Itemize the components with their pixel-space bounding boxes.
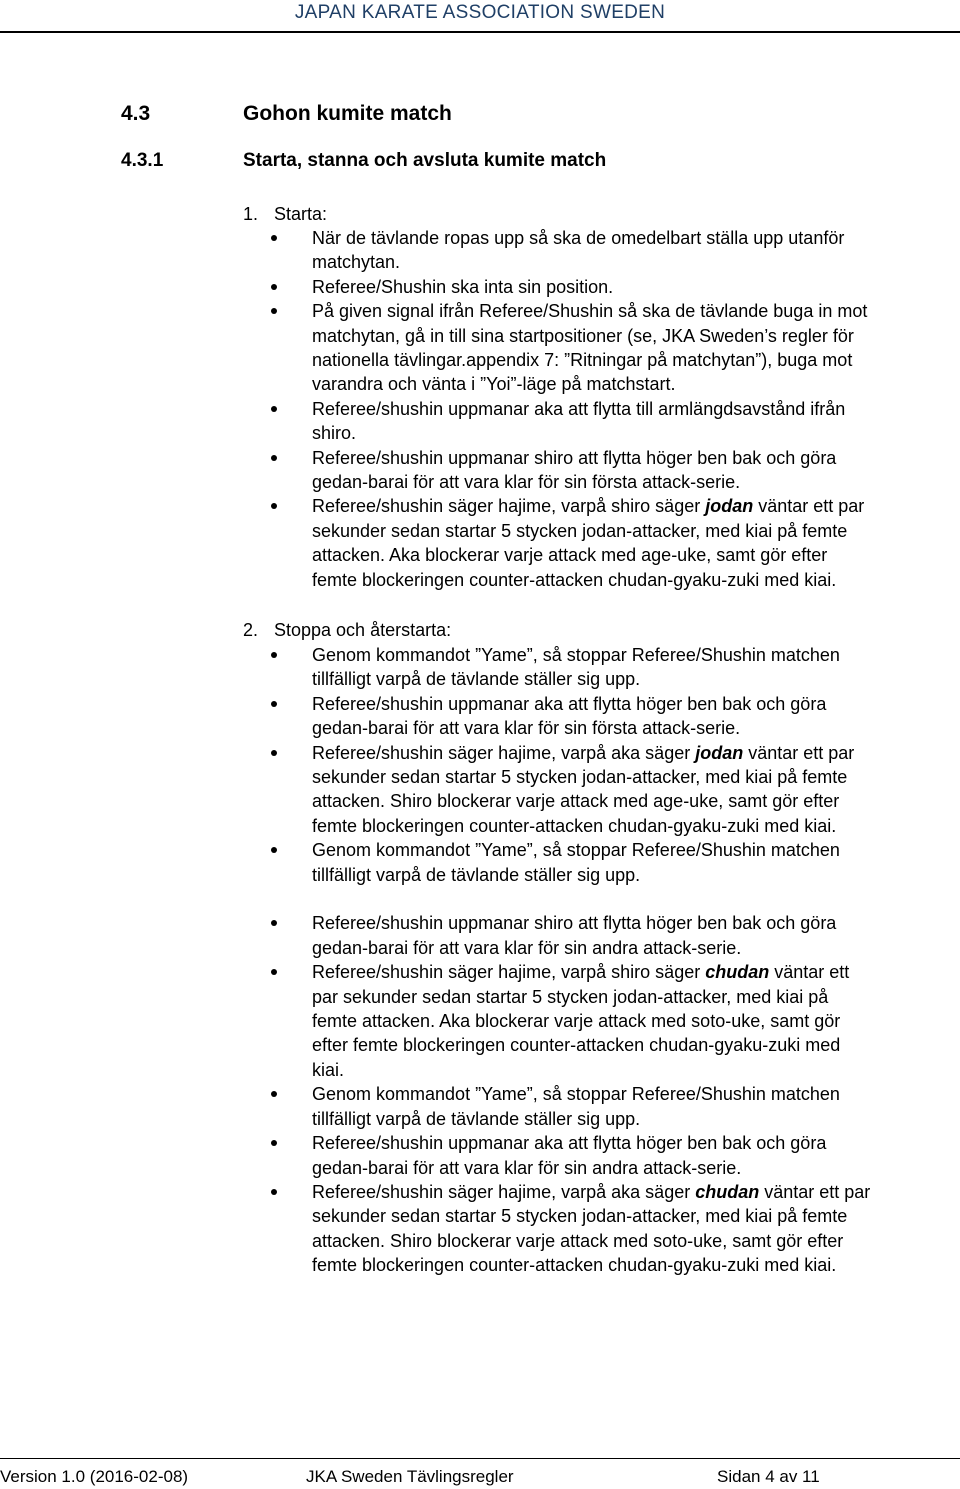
list-item: [0, 643, 960, 692]
section-title-stoppa: [243, 618, 451, 642]
heading-number: 4.3.1: [121, 150, 164, 171]
text-line: Genom kommandot ”Yame”, så stoppar Referee/Shushin matchen: [312, 645, 840, 665]
bullet-icon: [271, 1140, 277, 1146]
list-item: [0, 275, 960, 299]
list-item: [0, 299, 960, 397]
list-item: [0, 838, 960, 887]
text-line: femte blockeringen counter-attacken chudan-gyaku-zuki med kiai.: [312, 815, 837, 836]
list-item: [0, 446, 960, 495]
list-item-text: [312, 911, 958, 960]
list-item-text: [312, 960, 958, 1082]
list-item: [0, 1131, 960, 1180]
bullet-icon: [271, 847, 277, 853]
text-line: varandra och vänta i ”Yoi”-läge på matchstart.: [312, 374, 676, 395]
footer-page-number: Sidan 4 av 11: [717, 1467, 820, 1486]
list-item: [0, 741, 960, 839]
list-item-text: [312, 643, 958, 692]
text-line: Referee/shushin säger hajime, varpå shiro säger jodan väntar ett par: [312, 496, 865, 517]
bullet-icon: [271, 455, 277, 461]
text-line: Referee/Shushin ska inta sin position.: [312, 276, 614, 297]
list-item: [0, 1082, 960, 1131]
bullet-icon: [271, 652, 277, 658]
list-item: [0, 494, 960, 592]
bullet-icon: [271, 1091, 277, 1097]
heading-4-3: [121, 102, 452, 126]
bullet-list-stoppa: [0, 643, 960, 1278]
heading-4-3-1: [121, 150, 606, 172]
section-number: 1.: [243, 204, 259, 224]
text-line: par sekunder sedan startar 5 stycken jodan-attacker, med kiai på: [312, 986, 829, 1007]
text-line: sekunder sedan startar 5 stycken jodan-attacker, med kiai på femte: [312, 520, 848, 541]
header-rule: [0, 31, 960, 33]
list-item-text: [312, 838, 958, 887]
emphasis: chudan: [695, 1181, 760, 1202]
text-line: femte blockeringen counter-attacken chudan-gyaku-zuki med kiai.: [312, 1255, 837, 1276]
bullet-icon: [271, 235, 277, 241]
list-item-text: [312, 1180, 958, 1278]
list-item: [0, 226, 960, 275]
text-line: gedan-barai för att vara klar för sin andra attack-serie.: [312, 937, 742, 958]
list-item: [0, 397, 960, 446]
header-org: JAPAN KARATE ASSOCIATION SWEDEN: [294, 2, 666, 23]
footer-version: Version 1.0 (2016-02-08): [0, 1467, 189, 1486]
text-line: gedan-barai för att vara klar för sin första attack-serie.: [312, 472, 741, 493]
text-line: Referee/shushin uppmanar aka att flytta höger ben bak och göra: [312, 1133, 827, 1154]
text-line: Referee/shushin säger hajime, varpå shiro säger chudan väntar ett: [312, 962, 850, 983]
text-line: tillfälligt varpå de tävlande ställer sig upp.: [312, 1108, 641, 1129]
list-item: [0, 692, 960, 741]
text-line: gedan-barai för att vara klar för sin första attack-serie.: [312, 718, 741, 739]
heading-number: 4.3: [121, 102, 151, 125]
bullet-icon: [271, 1189, 277, 1195]
section-label: Stoppa och återstarta:: [274, 620, 452, 640]
text-line: tillfälligt varpå de tävlande ställer sig upp.: [312, 669, 641, 690]
text-line: efter femte blockeringen counter-attacken chudan-gyaku-zuki med: [312, 1035, 841, 1056]
footer-rule: [0, 1458, 960, 1459]
section-number: 2.: [243, 620, 259, 640]
list-item-text: [312, 741, 958, 839]
emphasis: chudan: [705, 962, 770, 983]
bullet-icon: [271, 920, 277, 926]
bullet-icon: [271, 503, 277, 509]
text-line: Referee/shushin uppmanar shiro att flytta höger ben bak och göra: [312, 913, 837, 934]
text-line: sekunder sedan startar 5 stycken jodan-attacker, med kiai på femte: [312, 767, 848, 788]
text-line: Referee/shushin säger hajime, varpå aka säger chudan väntar ett par: [312, 1181, 871, 1202]
text-line: gedan-barai för att vara klar för sin andra attack-serie.: [312, 1157, 742, 1178]
heading-title: Starta, stanna och avsluta kumite match: [243, 150, 607, 171]
bullet-icon: [271, 750, 277, 756]
text-line: Referee/shushin uppmanar aka att flytta höger ben bak och göra: [312, 693, 827, 714]
text-line: Referee/shushin säger hajime, varpå aka säger jodan väntar ett par: [312, 742, 855, 763]
section-label: Starta:: [274, 204, 328, 224]
text-line: tillfälligt varpå de tävlande ställer sig upp.: [312, 864, 641, 885]
list-item-text: [312, 446, 958, 495]
list-item: [0, 960, 960, 1082]
bullet-list-starta: [0, 226, 960, 592]
page-header: [0, 0, 960, 25]
list-item-text: [312, 275, 958, 299]
list-item: [0, 1180, 960, 1278]
text-line: På given signal ifrån Referee/Shushin så ska de tävlande buga in mot: [312, 301, 868, 322]
text-line: matchytan.: [312, 252, 401, 273]
list-item-text: [312, 299, 958, 397]
list-item-text: [312, 1131, 958, 1180]
list-item-text: [312, 692, 958, 741]
emphasis: jodan: [705, 496, 754, 517]
text-line: Referee/shushin uppmanar aka att flytta till armlängdsavstånd ifrån: [312, 398, 846, 419]
list-item-text: [312, 397, 958, 446]
list-item-text: [312, 226, 958, 275]
list-item-text: [312, 494, 958, 592]
heading-title: Gohon kumite match: [243, 102, 452, 125]
section-title-starta: [243, 202, 327, 226]
text-line: attacken. Aka blockerar varje attack med age-uke, samt gör efter: [312, 545, 828, 566]
text-line: sekunder sedan startar 5 stycken jodan-attacker, med kiai på femte: [312, 1206, 848, 1227]
text-line: Referee/shushin uppmanar shiro att flytta höger ben bak och göra: [312, 447, 837, 468]
text-line: När de tävlande ropas upp så ska de omedelbart ställa upp utanför: [312, 228, 845, 248]
text-line: attacken. Shiro blockerar varje attack med age-uke, samt gör efter: [312, 791, 840, 812]
text-line: femte blockeringen counter-attacken chudan-gyaku-zuki med kiai.: [312, 569, 837, 590]
text-line: matchytan, gå in till sina startpositioner (se, JKA Sweden’s regler för: [312, 325, 854, 346]
bullet-icon: [271, 701, 277, 707]
bullet-icon: [271, 406, 277, 412]
emphasis: jodan: [695, 742, 744, 763]
text-line: Genom kommandot ”Yame”, så stoppar Referee/Shushin matchen: [312, 1084, 840, 1105]
text-line: shiro.: [312, 423, 357, 444]
text-line: attacken. Shiro blockerar varje attack med soto-uke, samt gör efter: [312, 1230, 844, 1251]
bullet-icon: [271, 308, 277, 314]
list-item-text: [312, 1082, 958, 1131]
list-item: [0, 911, 960, 960]
text-line: Genom kommandot ”Yame”, så stoppar Referee/Shushin matchen: [312, 840, 840, 861]
text-line: nationella tävlingar.appendix 7: ”Ritningar på matchytan”), buga mot: [312, 350, 853, 371]
bullet-icon: [271, 284, 277, 290]
text-line: kiai.: [312, 1059, 345, 1080]
footer-doc-title: JKA Sweden Tävlingsregler: [306, 1467, 514, 1486]
text-line: femte attacken. Aka blockerar varje attack med soto-uke, samt gör: [312, 1011, 841, 1032]
bullet-icon: [271, 969, 277, 975]
